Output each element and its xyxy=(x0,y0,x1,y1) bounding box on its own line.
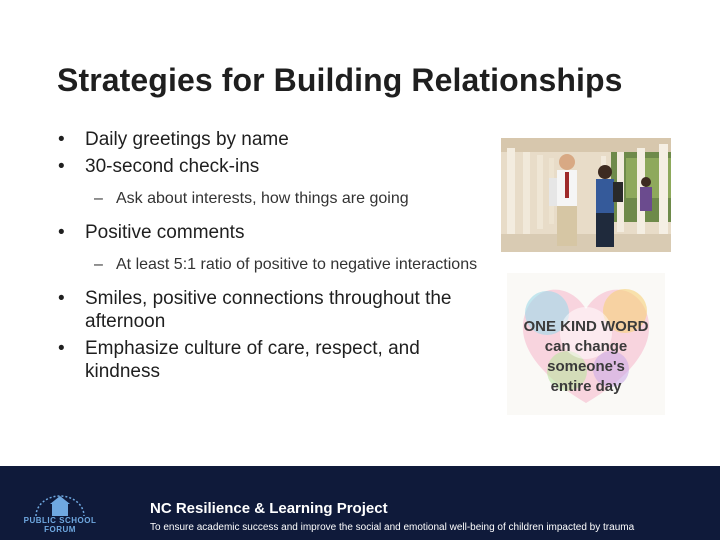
bullet-text: Smiles, positive connections throughout the afternoon xyxy=(85,288,452,332)
bullet-item xyxy=(58,287,488,333)
logo-text: PUBLIC SCHOOL xyxy=(23,516,97,525)
sub-bullet-item xyxy=(58,256,488,273)
bullet-text: Daily greetings by name xyxy=(85,129,289,150)
sub-bullet-text: Ask about interests, how things are going xyxy=(116,190,409,207)
kind-word-card-image xyxy=(507,273,665,415)
bullet-item xyxy=(58,128,488,151)
bullet-text: Positive comments xyxy=(85,222,245,243)
card-line: entire day xyxy=(550,378,622,395)
card-line: can change xyxy=(544,338,628,355)
dash-icon: – xyxy=(94,256,103,273)
bullet-text: 30-second check-ins xyxy=(85,156,260,177)
bullet-icon: • xyxy=(58,288,65,309)
card-line: ONE KIND WORD xyxy=(523,318,649,335)
bullet-list xyxy=(58,128,488,387)
public-school-forum-logo xyxy=(22,492,98,538)
bullet-icon: • xyxy=(58,222,65,243)
card-text xyxy=(507,317,665,397)
bullet-item xyxy=(58,221,488,244)
sub-bullet-text: At least 5:1 ratio of positive to negative interactions xyxy=(116,256,478,273)
bullet-text: Emphasize culture of care, respect, and kindness xyxy=(85,338,420,382)
bullet-item xyxy=(58,337,488,383)
logo-text: FORUM xyxy=(44,525,76,534)
footer-title: NC Resilience & Learning Project xyxy=(150,500,388,517)
bullet-icon: • xyxy=(58,338,65,359)
footer-subtitle: To ensure academic success and improve the social and emotional well-being of children impacted by trauma xyxy=(150,522,635,533)
slide-title: Strategies for Building Relationships xyxy=(57,62,623,98)
students-hallway-photo xyxy=(501,138,671,252)
bullet-icon: • xyxy=(58,156,65,177)
bullet-icon: • xyxy=(58,129,65,150)
sub-bullet-item xyxy=(58,190,488,207)
bullet-item xyxy=(58,155,488,178)
dash-icon: – xyxy=(94,190,103,207)
card-line: someone's xyxy=(547,358,625,375)
